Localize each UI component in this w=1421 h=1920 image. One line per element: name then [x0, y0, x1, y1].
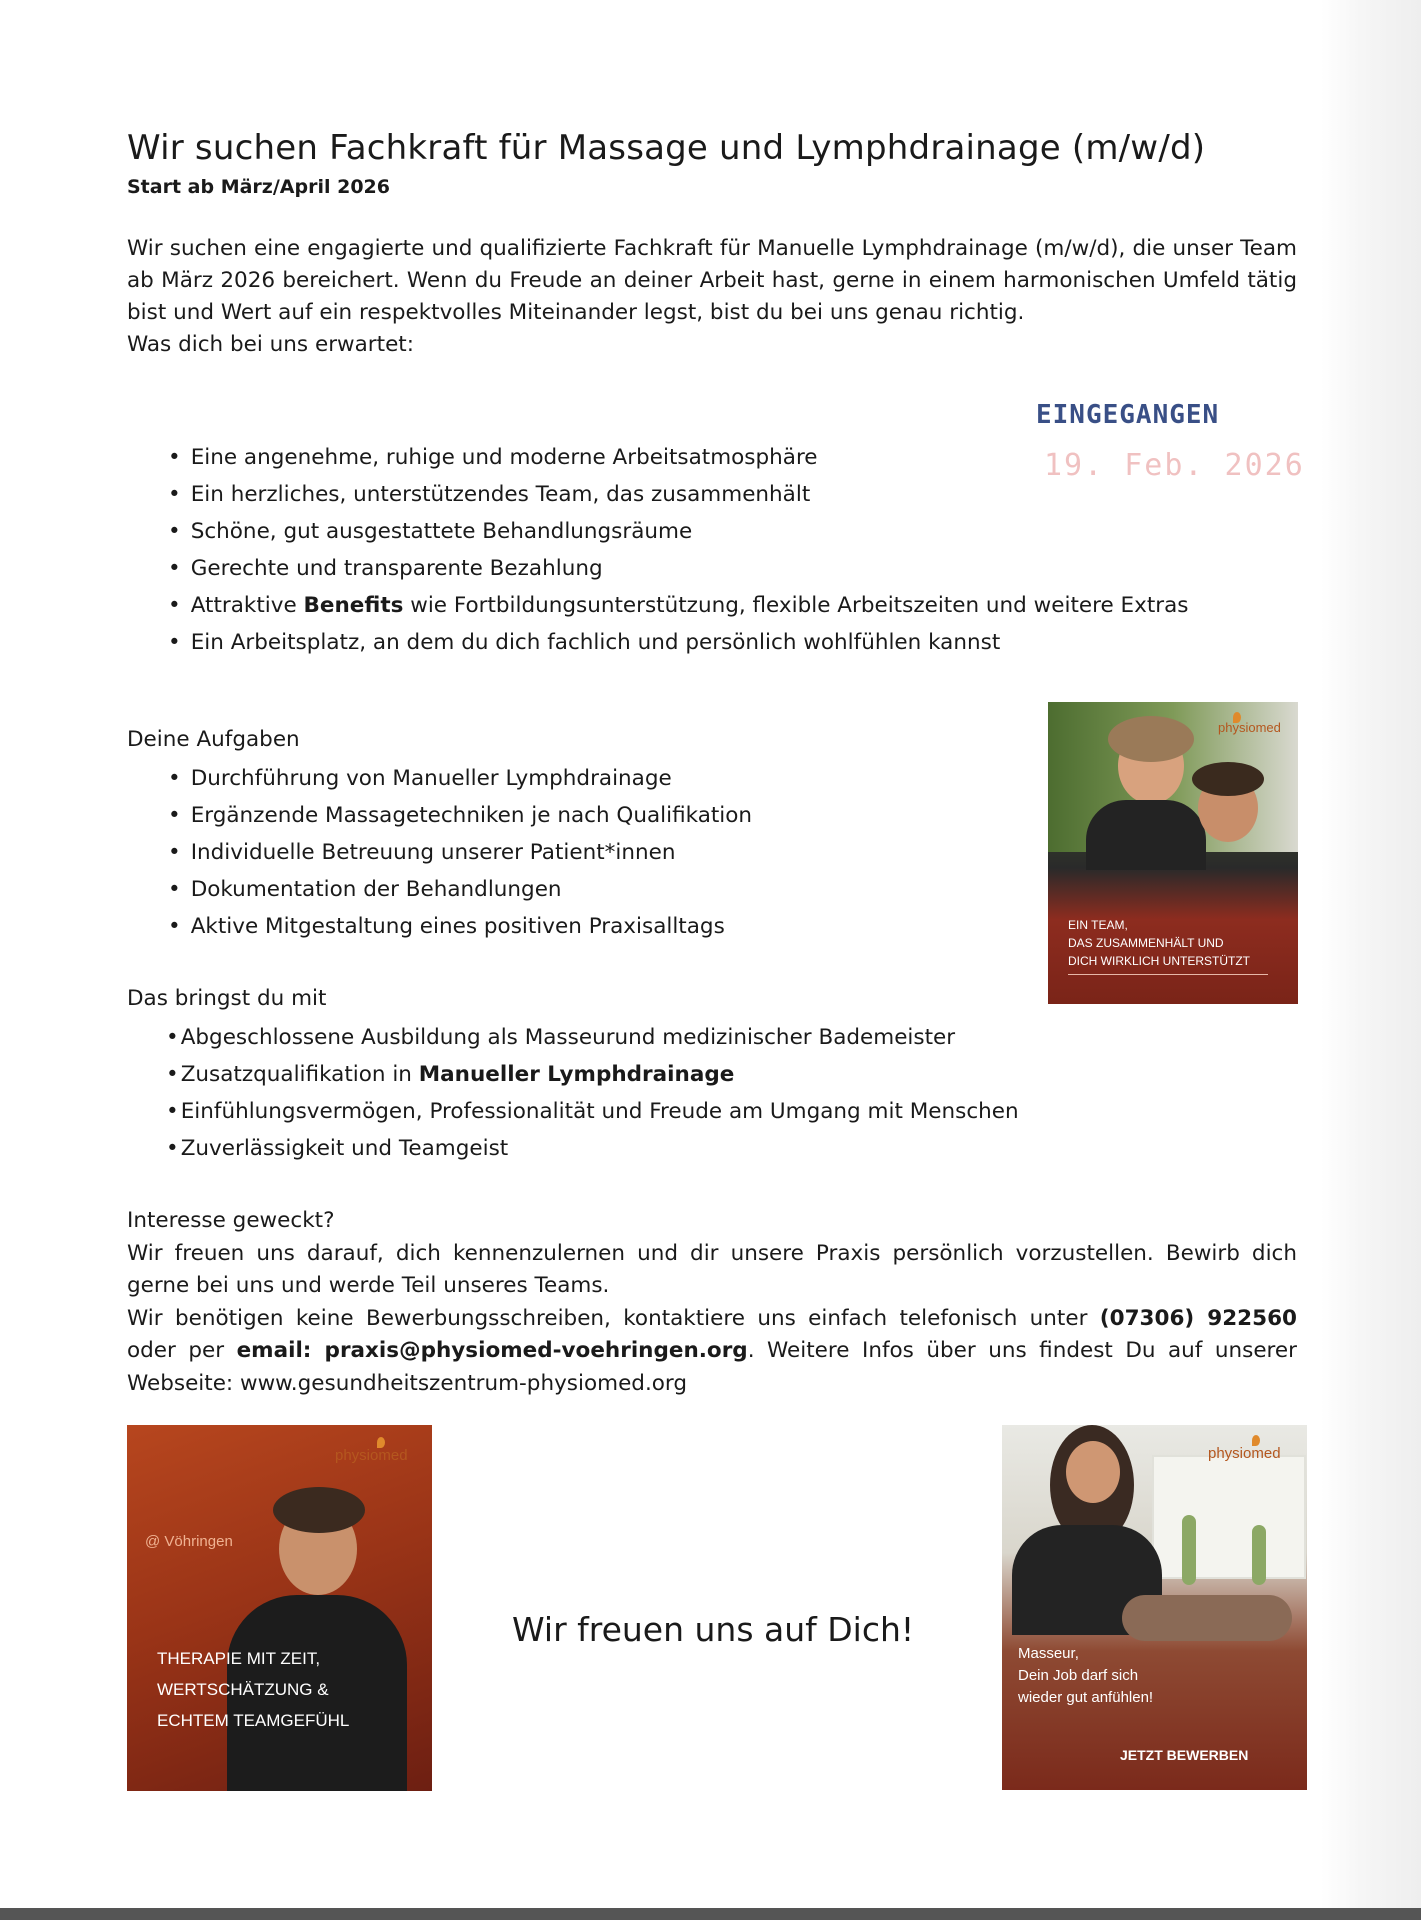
caption-divider	[1068, 974, 1268, 975]
list-item: • Ergänzende Massagetechniken je nach Qualifikation	[168, 797, 752, 834]
intro-expect: Was dich bei uns erwartet:	[127, 332, 414, 357]
poster-caption	[1068, 916, 1250, 970]
phone-number[interactable]: (07306) 922560	[1099, 1305, 1297, 1331]
list-item: • Schöne, gut ausgestattete Behandlungsräume	[168, 513, 1188, 550]
list-item-bold: Manueller Lymphdrainage	[418, 1062, 735, 1087]
poster-caption	[157, 1643, 349, 1736]
contact-paragraph: Wir freuen uns darauf, dich kennenzulernen und dir unsere Praxis persönlich vorzustellen. Bewirb dich gerne bei uns und werde Teil unseres Teams.	[127, 1240, 1297, 1298]
woman-hair	[1108, 716, 1194, 762]
brand-logo: physiomed	[1208, 1445, 1281, 1462]
therapy-poster	[127, 1425, 432, 1791]
patient	[1122, 1595, 1292, 1641]
list-item: • Eine angenehme, ruhige und moderne Arbeitsatmosphäre	[168, 439, 1188, 476]
tasks-list	[168, 760, 752, 945]
window	[1152, 1455, 1306, 1579]
list-item: • Ein Arbeitsplatz, an dem du dich fachlich und persönlich wohlfühlen kannst	[168, 624, 1188, 661]
list-item: • Ein herzliches, unterstützendes Team, das zusammenhält	[168, 476, 1188, 513]
caption-line: Dein Job darf sich	[1018, 1667, 1139, 1684]
list-item: • Zuverlässigkeit und Teamgeist	[166, 1130, 1019, 1167]
caption-line: EIN TEAM,	[1068, 918, 1128, 932]
brand-logo: physiomed	[335, 1447, 408, 1464]
man-hair	[273, 1487, 365, 1533]
list-item: • Individuelle Betreuung unserer Patient*innen	[168, 834, 752, 871]
caption-line: THERAPIE MIT ZEIT,	[157, 1649, 321, 1668]
list-item-text: wie Fortbildungsunterstützung, flexible Arbeitszeiten und weitere Extras	[403, 593, 1189, 618]
requirements-list	[166, 1019, 1019, 1167]
list-item: • Abgeschlossene Ausbildung als Masseurund medizinischer Bademeister	[166, 1019, 1019, 1056]
caption-line: DICH WIRKLICH UNTERSTÜTZT	[1068, 954, 1250, 968]
masseur-poster	[1002, 1425, 1307, 1790]
plant	[1182, 1515, 1196, 1585]
caption-line: WERTSCHÄTZUNG &	[157, 1680, 329, 1699]
benefits-list	[168, 439, 1188, 661]
requirements-heading: Das bringst du mit	[127, 986, 327, 1011]
contact-heading: Interesse geweckt?	[127, 1208, 335, 1233]
brand-logo: physiomed	[1218, 720, 1281, 735]
contact-section	[127, 1205, 1297, 1400]
list-item: • Dokumentation der Behandlungen	[168, 871, 752, 908]
page-title: Wir suchen Fachkraft für Massage und Lymphdrainage (m/w/d)	[127, 128, 1206, 168]
poster-location: @ Vöhringen	[145, 1533, 233, 1550]
page-edge	[1321, 0, 1421, 1920]
start-date: Start ab März/April 2026	[127, 176, 390, 198]
caption-line: Masseur,	[1018, 1645, 1079, 1662]
intro-text	[127, 233, 1297, 361]
man-hair	[1192, 762, 1264, 796]
contact-details	[127, 1303, 1297, 1401]
list-item: • Einfühlungsvermögen, Professionalität und Freude am Umgang mit Menschen	[166, 1093, 1019, 1130]
closing-slogan: Wir freuen uns auf Dich!	[512, 1610, 915, 1649]
stamp-date: 19. Feb. 2026	[1044, 448, 1305, 483]
scan-border	[0, 1908, 1421, 1920]
received-stamp: EINGEGANGEN	[1036, 400, 1220, 430]
woman-body	[1086, 800, 1206, 870]
list-item-bold: Benefits	[303, 593, 404, 618]
plant	[1252, 1525, 1266, 1585]
apply-button[interactable]: JETZT BEWERBEN	[1120, 1747, 1249, 1763]
list-item: • Durchführung von Manueller Lymphdrainage	[168, 760, 752, 797]
intro-paragraph: Wir suchen eine engagierte und qualifizierte Fachkraft für Manuelle Lymphdrainage (m/w/d), die unser Team ab März 2026 bereichert. Wenn du Freude an deiner Arbeit hast, gerne in einem harmonischen Umfeld tätig bist und Wert auf ein respektvolles Miteinander legst, bist du bei uns genau richtig.	[127, 236, 1297, 325]
tasks-heading: Deine Aufgaben	[127, 727, 300, 752]
list-item-text: Zusatzqualifikation in	[180, 1062, 419, 1087]
list-item: • Aktive Mitgestaltung eines positiven Praxisalltags	[168, 908, 752, 945]
list-item-text: Attraktive	[190, 593, 304, 618]
email-link[interactable]: email: praxis@physiomed-voehringen.org	[236, 1338, 748, 1363]
contact-text: oder per	[127, 1338, 237, 1363]
woman-face-front	[1066, 1441, 1120, 1503]
list-item	[168, 587, 1188, 624]
caption-line: wieder gut anfühlen!	[1018, 1689, 1154, 1706]
list-item	[166, 1056, 1019, 1093]
caption-line: DAS ZUSAMMENHÄLT UND	[1068, 936, 1224, 950]
list-item: • Gerechte und transparente Bezahlung	[168, 550, 1188, 587]
contact-text: Wir benötigen keine Bewerbungsschreiben, kontaktiere uns einfach telefonisch unter	[127, 1305, 1100, 1331]
poster-caption	[1018, 1643, 1153, 1709]
team-poster	[1048, 702, 1298, 1004]
contact-text: . Weitere Infos über uns findest Du auf unserer Webseite: www.gesundheitszentrum-physiomed.org	[127, 1338, 1297, 1396]
caption-line: ECHTEM TEAMGEFÜHL	[157, 1711, 350, 1730]
